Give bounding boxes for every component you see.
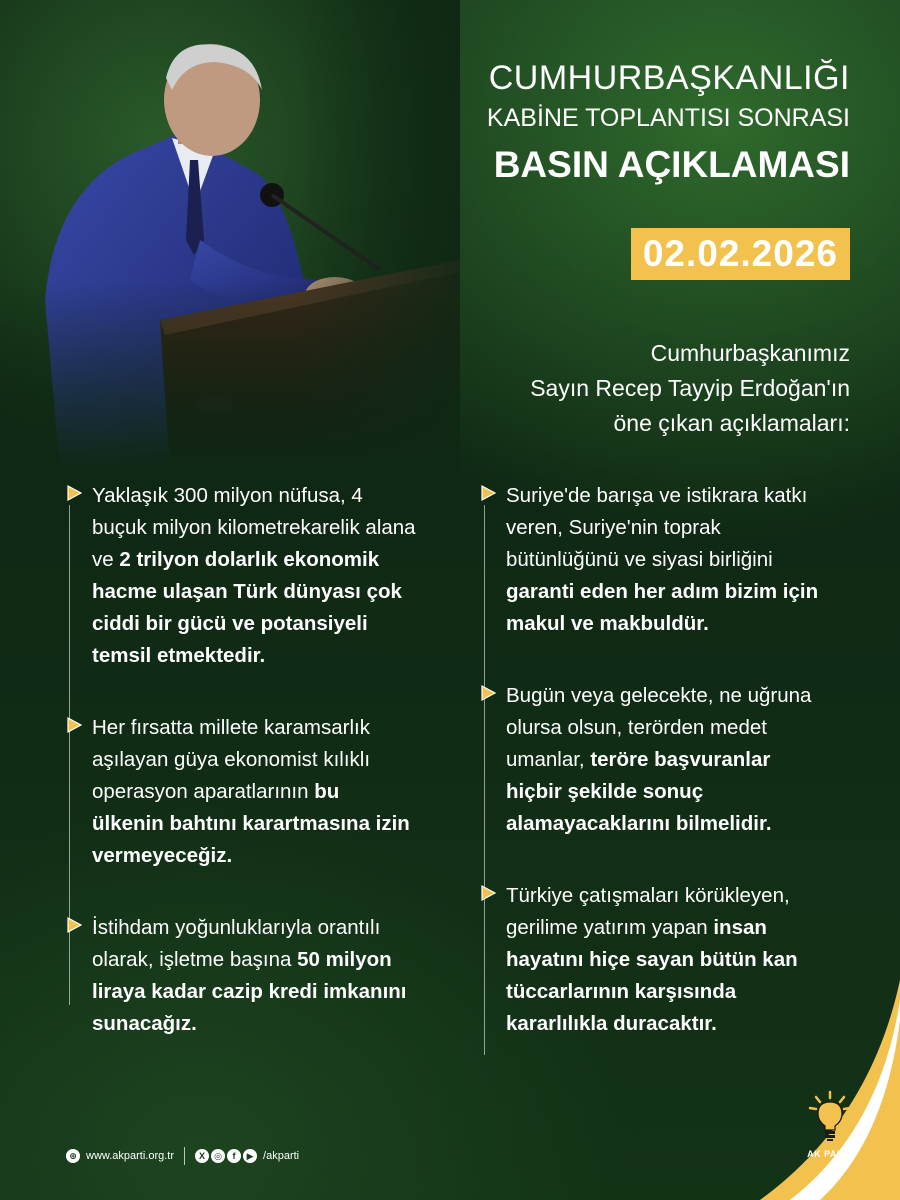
speaker-photo — [0, 0, 460, 470]
footer — [66, 1145, 299, 1167]
play-bullet-icon — [66, 917, 82, 933]
statement-item — [480, 480, 830, 640]
facebook-icon[interactable]: f — [227, 1149, 241, 1163]
title-line-2: KABİNE TOPLANTISI SONRASI — [486, 104, 850, 132]
statement-item — [66, 480, 416, 672]
play-bullet-icon — [480, 485, 496, 501]
lightbulb-icon — [808, 1090, 852, 1142]
statement-text: Her fırsatta millete karamsarlık aşılayan güya ekonomist kılıklı operasyon aparatlarının — [92, 716, 371, 803]
statement-item — [480, 680, 830, 840]
left-column — [66, 480, 416, 1080]
title-line-1: CUMHURBAŞKANLIĞI — [488, 59, 850, 97]
play-bullet-icon — [66, 485, 82, 501]
statement-bold-text: 2 trilyon dolarlık ekonomik hacme ulaşan Türk dünyası çok ciddi bir gücü ve potansiyeli temsil etmektedir. — [92, 548, 402, 667]
intro-line-1: Cumhurbaşkanımız — [650, 340, 850, 366]
title-line-3: BASIN AÇIKLAMASI — [493, 144, 850, 185]
statement-bold-text: insan hayatını hiçe sayan bütün kan tüccarlarının karşısında kararlılıkla duracaktır. — [506, 916, 798, 1035]
globe-icon: ⊕ — [66, 1149, 80, 1163]
date-badge: 02.02.2026 — [631, 228, 850, 280]
statement-text: Bugün veya gelecekte, ne uğruna olursa olsun, terörden medet umanlar, — [506, 684, 812, 771]
youtube-icon[interactable]: ▶ — [243, 1149, 257, 1163]
play-bullet-icon — [480, 885, 496, 901]
statement-text: Yaklaşık 300 milyon nüfusa, 4 buçuk milyon kilometrekarelik alana ve — [92, 484, 416, 571]
header — [430, 58, 850, 188]
x-icon[interactable]: X — [195, 1149, 209, 1163]
statement-text: İstihdam yoğunluklarıyla orantılı olarak, işletme başına — [92, 916, 381, 971]
statement-bold-text: bu ülkenin bahtını karartmasına izin vermeyeceğiz. — [92, 780, 410, 867]
photo-fade-overlay — [0, 0, 460, 470]
social-handle: /akparti — [263, 1150, 300, 1162]
logo-text: AK PARTİ — [807, 1149, 853, 1159]
party-logo — [800, 1090, 860, 1159]
intro-line-3: öne çıkan açıklamaları: — [613, 410, 850, 436]
footer-separator — [184, 1147, 185, 1165]
statement-item — [66, 712, 416, 872]
statement-text: Türkiye çatışmaları körükleyen, gerilime yatırım yapan — [506, 884, 790, 939]
statement-item — [66, 912, 416, 1040]
statement-bold-text: 50 milyon liraya kadar cazip kredi imkanını sunacağız. — [92, 948, 407, 1035]
intro-text — [430, 336, 850, 441]
statement-bold-text: teröre başvuranlar hiçbir şekilde sonuç alamayacaklarını bilmelidir. — [506, 748, 772, 835]
statement-bold-text: garanti eden her adım bizim için makul ve makbuldür. — [506, 580, 819, 635]
intro-line-2: Sayın Recep Tayyip Erdoğan'ın — [530, 375, 850, 401]
website-link[interactable]: www.akparti.org.tr — [86, 1150, 175, 1162]
instagram-icon[interactable]: ◎ — [211, 1149, 225, 1163]
play-bullet-icon — [66, 717, 82, 733]
statement-text: Suriye'de barışa ve istikrara katkı veren, Suriye'nin toprak bütünlüğünü ve siyasi birliğini — [506, 484, 808, 571]
play-bullet-icon — [480, 685, 496, 701]
